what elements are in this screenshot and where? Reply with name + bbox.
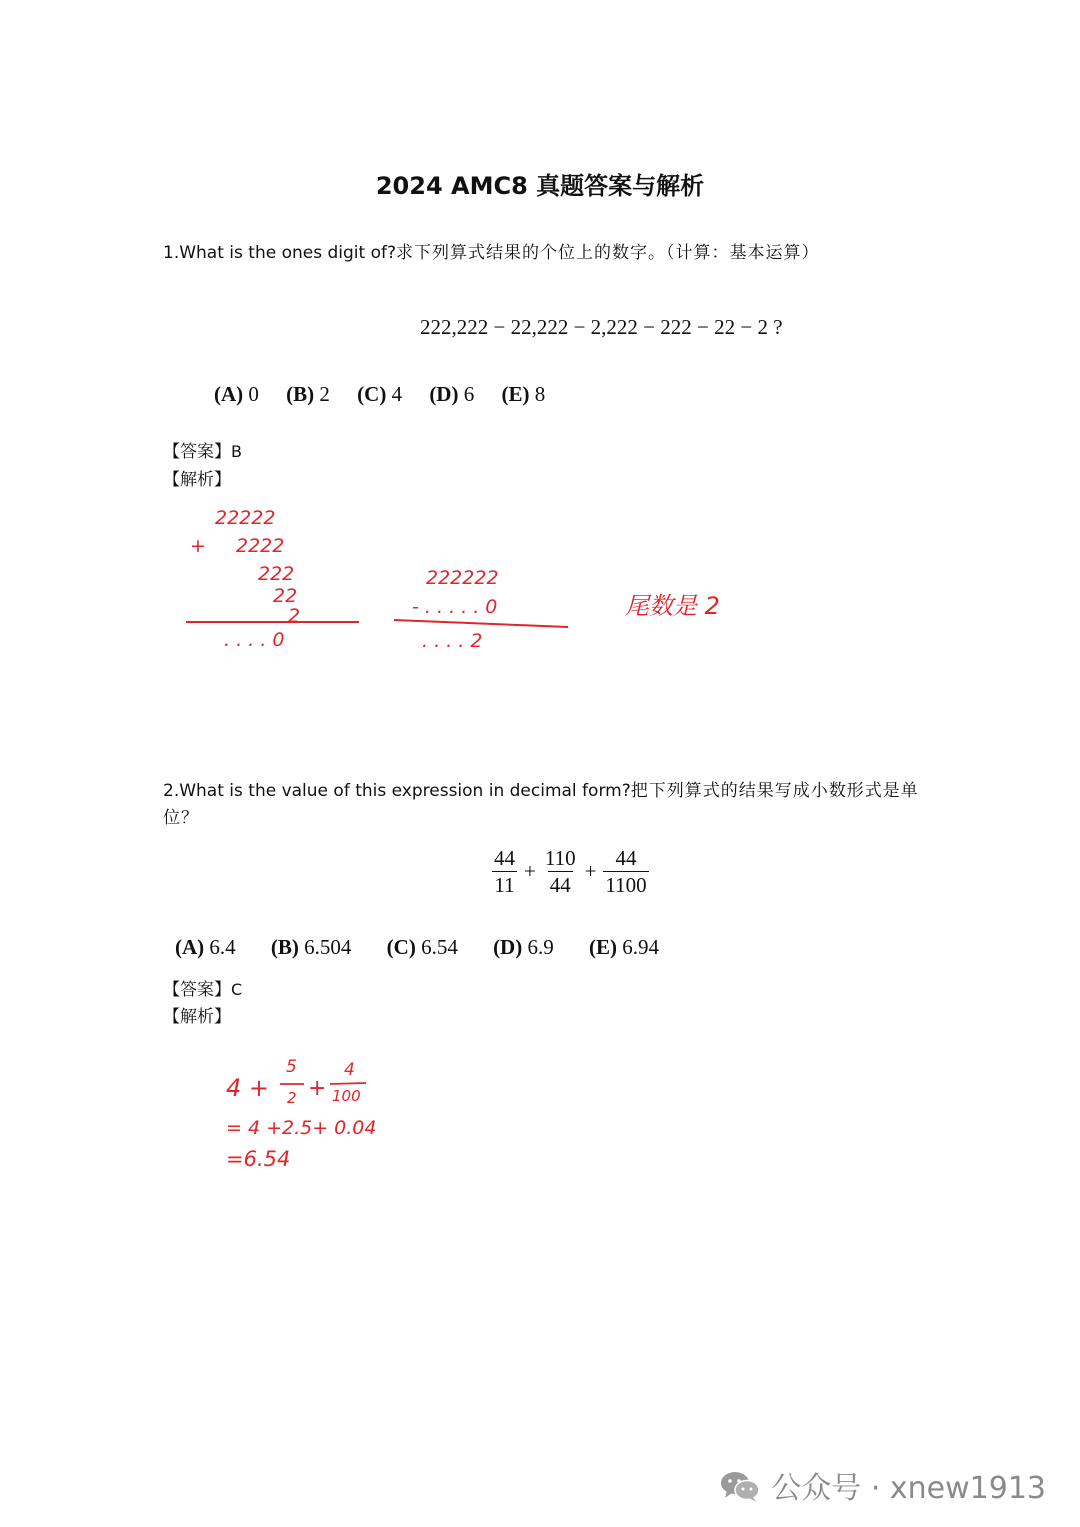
hw-conclusion: 尾数是 2 xyxy=(625,592,720,620)
watermark xyxy=(719,1463,1046,1511)
hw-sum-sign: + xyxy=(190,535,206,557)
question-1-choices xyxy=(214,382,545,407)
choice-d: (D) 6 xyxy=(429,382,475,406)
hw-frac2-bar xyxy=(330,1083,366,1084)
choice-c: (C) 6.54 xyxy=(386,935,458,959)
hw-frac2-num: 4 xyxy=(344,1060,355,1080)
question-1-answer: 【答案】B xyxy=(163,442,242,462)
question-2-analysis-label: 【解析】 xyxy=(163,1007,231,1027)
choice-a: (A) 6.4 xyxy=(175,935,236,959)
choice-e: (E) 6.94 xyxy=(588,935,659,959)
hw-line1-plus: + xyxy=(308,1076,327,1101)
hw-frac1-num: 5 xyxy=(286,1057,297,1077)
question-2-prompt-cont: 位？ xyxy=(163,808,199,828)
hw-frac2-den: 100 xyxy=(332,1087,361,1105)
fraction-3: $\frac{44}{1100}$ xyxy=(605,846,647,897)
hw-sum-row-1: 22222 xyxy=(215,507,276,529)
question-1-prompt-cn: 求下列算式结果的个位上的数字。（计算：基本运算） xyxy=(395,243,820,263)
hw-sum-row-2: 2222 xyxy=(236,535,285,557)
choice-b: (B) 6.504 xyxy=(270,935,352,959)
answer-value: B xyxy=(231,442,242,461)
hw-sum-row-3: 222 xyxy=(258,563,295,585)
hw-sub-row: - . . . . . 0 xyxy=(412,596,498,618)
hw-sub-rule xyxy=(394,620,568,627)
question-2-prompt xyxy=(163,778,919,805)
question-2-prompt-cn: 把下列算式的结果写成小数形式是单 xyxy=(630,781,919,801)
hw-sum-row-4: 22 xyxy=(273,585,298,607)
choice-c: (C) 4 xyxy=(357,382,403,406)
question-1-expression: 222,222 − 22,222 − 2,222 − 222 − 22 − 2 ? xyxy=(420,315,783,339)
choice-d: (D) 6.9 xyxy=(493,935,554,959)
choice-a: (A) 0 xyxy=(214,382,259,406)
hw-sum-result: . . . . 0 xyxy=(224,629,285,651)
question-1-handwriting xyxy=(160,500,780,670)
wechat-icon xyxy=(719,1469,761,1511)
fraction-1: $\frac{44}{11}$ xyxy=(494,846,515,897)
hw-frac1-den: 2 xyxy=(287,1089,297,1107)
choice-e: (E) 8 xyxy=(501,382,546,406)
question-2-expression: $\frac{44}{11}$ + $\frac{110}{44}$ + $\frac{44}{1100}$ xyxy=(494,846,647,897)
question-1-analysis-label: 【解析】 xyxy=(163,470,231,490)
watermark-text: 公众号 · xnew1913 xyxy=(771,1471,1046,1506)
question-1-prompt-en: 1.What is the ones digit of? xyxy=(163,243,396,263)
question-2-choices xyxy=(175,935,659,960)
fraction-2: $\frac{110}{44}$ xyxy=(544,846,576,897)
hw-sub-result: . . . . 2 xyxy=(422,630,483,652)
question-1-prompt xyxy=(163,240,819,267)
question-2-handwriting xyxy=(220,1048,420,1178)
choice-b: (B) 2 xyxy=(286,382,330,406)
question-2-prompt-en: 2.What is the value of this expression in decimal form? xyxy=(163,781,631,801)
question-2-answer: 【答案】C xyxy=(163,980,243,1000)
hw-line3: =6.54 xyxy=(226,1147,291,1171)
hw-line1-lead: 4 + xyxy=(226,1074,270,1102)
hw-sum-row-5: 2 xyxy=(288,605,301,627)
answer-value: C xyxy=(231,980,243,999)
hw-sub-top: 222222 xyxy=(426,567,499,589)
document-title: 2024 AMC8 真题答案与解析 xyxy=(375,172,705,200)
hw-line2: = 4 +2.5+ 0.04 xyxy=(226,1117,377,1139)
